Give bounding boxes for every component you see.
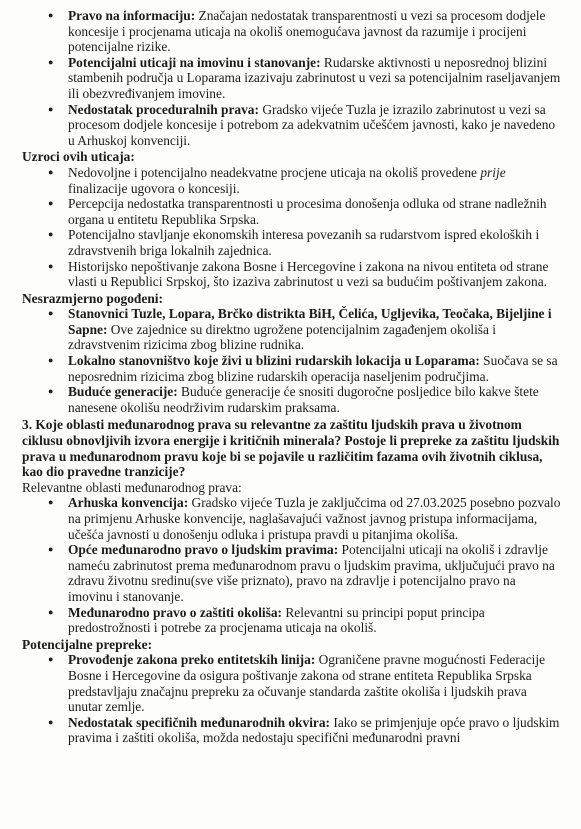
list-item: [22, 55, 563, 102]
item-term: Međunarodno pravo o zaštiti okoliša:: [68, 604, 283, 620]
item-text: Ove zajednice su direktno ugrožene potencijalnim zagađenjem okoliša i zdravstvenim rizicima zbog blizine rudnika.: [68, 321, 497, 353]
list-item: [22, 165, 563, 196]
list-item: [22, 8, 563, 55]
item-text: Gradsko vijeće Tuzla je zaključcima od 27.03.2025 posebno pozvalo na primjenu Arhuske konvencije, naglašavajući važnost javnog pristupa informacijama, učešća javnosti u donošenju odluka i pristupa pravdi u pitanjima okoliša.: [68, 495, 561, 542]
item-term: Opće međunarodno pravo o ljudskim pravima:: [68, 542, 339, 558]
list-item: [22, 495, 563, 542]
list-item: [22, 384, 563, 415]
list-item: [22, 605, 563, 636]
item-term: Potencijalni uticaji na imovinu i stanovanje:: [68, 54, 321, 70]
list-item: ● Potencijalno stavljanje ekonomskih interesa povezanih sa rudarstvom ispred ekoloških i zdravstvenih briga lokalnih zajednica.: [22, 227, 563, 258]
affected-list: [22, 306, 563, 415]
relevant-heading: Relevantne oblasti međunarodnog prava:: [22, 479, 242, 495]
causes-list: [22, 165, 563, 290]
item-text: Gradsko vijeće Tuzla je izrazilo zabrinutost u vezi sa procesom dodjele koncesije i potrebom za adekvatnim učešćem javnosti, kako je navedeno u Arhuskoj konvenciji.: [68, 101, 556, 148]
item-text: Potencijalni uticaji na okoliš i zdravlje nameću zabrinutost prema međunarodnom pravu o ljudskim pravima, uključujući pravo na zdravu životnu sredinu(sve više priznato), pravo na zdravlje i potencijalno pravo na imovinu i stanovanje.: [68, 542, 555, 604]
list-item: ● Percepcija nedostatka transparentnosti u procesima donošenja odluka od strane nadležnih organa u entitetu Republika Srpska.: [22, 196, 563, 227]
item-term: Provođenje zakona preko entitetskih linija:: [68, 652, 316, 668]
item-text: Relevantni su principi poput principa predostrožnosti i potrebe za procjenama uticaja na okoliš.: [68, 604, 485, 636]
item-text: finalizacije ugovora o koncesiji.: [68, 180, 240, 196]
list-item: [22, 102, 563, 149]
list-item: [22, 353, 563, 384]
obstacles-list: [22, 652, 563, 746]
causes-heading: Uzroci ovih uticaja:: [22, 149, 135, 165]
item-term: Nedostatak proceduralnih prava:: [68, 101, 259, 117]
question-heading: 3. Koje oblasti međunarodnog prava su relevantne za zaštitu ljudskih prava u životnom ciklusu obnovljivih izvora energije i kritičnih minerala? Postoje li prepreke za zaštitu ljudskih prava u međunarodnom pravu koje bi se pojavile u različitim fazama ovih životnih ciklusa, kao dio pravedne tranzicije?: [22, 417, 560, 480]
item-term: Lokalno stanovništvo koje živi u blizini rudarskih lokacija u Loparama:: [68, 353, 480, 369]
list-item: [22, 715, 563, 746]
item-term: Buduće generacije:: [68, 384, 178, 400]
affected-heading: Nesrazmjerno pogođeni:: [22, 290, 163, 306]
item-term: Nedostatak specifičnih međunarodnih okvira:: [68, 714, 331, 730]
item-text: Ograničene pravne mogućnosti Federacije Bosne i Hercegovine da osigura poštivanje zakona od strane entiteta Republika Srpska predstavljaju značajnu prepreku za očuvanje standarda zaštite okoliša i ljudskih prava unutar zemlje.: [68, 652, 546, 715]
item-text: Značajan nedostatak transparentnosti u vezi sa procesom dodjele koncesije i procjenama uticaja na okoliš onemogućava javnost da razumije i procijeni potencijalne rizike.: [68, 8, 546, 55]
item-text: Rudarske aktivnosti u neposrednoj blizini stambenih područja u Loparama izazivaju zabrinutost u vezi sa potencijalnim raseljavanjem ili obezvređivanjem imovine.: [68, 54, 561, 101]
item-text: Suočava se sa neposrednim rizicima zbog blizine rudarskih operacija naseljenim područjima.: [68, 353, 558, 384]
list-item: [22, 652, 563, 714]
item-term: Stanovnici Tuzle, Lopara, Brčko distrikta BiH, Čelića, Ugljevika, Teočaka, Bijeljine i Sapne:: [68, 306, 552, 337]
relevant-list: [22, 495, 563, 635]
item-emphasis: prije: [480, 164, 506, 180]
item-term: Pravo na informaciju:: [68, 8, 196, 23]
list-item: ● Historijsko nepoštivanje zakona Bosne i Hercegovine i zakona na nivou entiteta od strane vlasti u Republici Srpskoj, što izaziva zabrinutost u vezi sa budućim poštivanjem zakona.: [22, 259, 563, 290]
obstacles-heading: Potencijalne prepreke:: [22, 636, 153, 652]
list-item: [22, 306, 563, 353]
rights-impact-list: [22, 8, 563, 148]
item-text: Iako se primjenjuje opće pravo o ljudskim pravima i zaštiti okoliša, možda nedostaju specifični međunarodni pravni: [68, 714, 560, 746]
item-text: Buduće generacije će snositi dugoročne posljedice bilo kakve štete nanesene okolišu neodrživim rudarskim praksama.: [68, 384, 539, 415]
item-term: Arhuska konvencija:: [68, 495, 189, 511]
list-item: [22, 542, 563, 604]
item-text: Nedovoljne i potencijalno neadekvatne procjene uticaja na okoliš provedene: [68, 164, 481, 180]
